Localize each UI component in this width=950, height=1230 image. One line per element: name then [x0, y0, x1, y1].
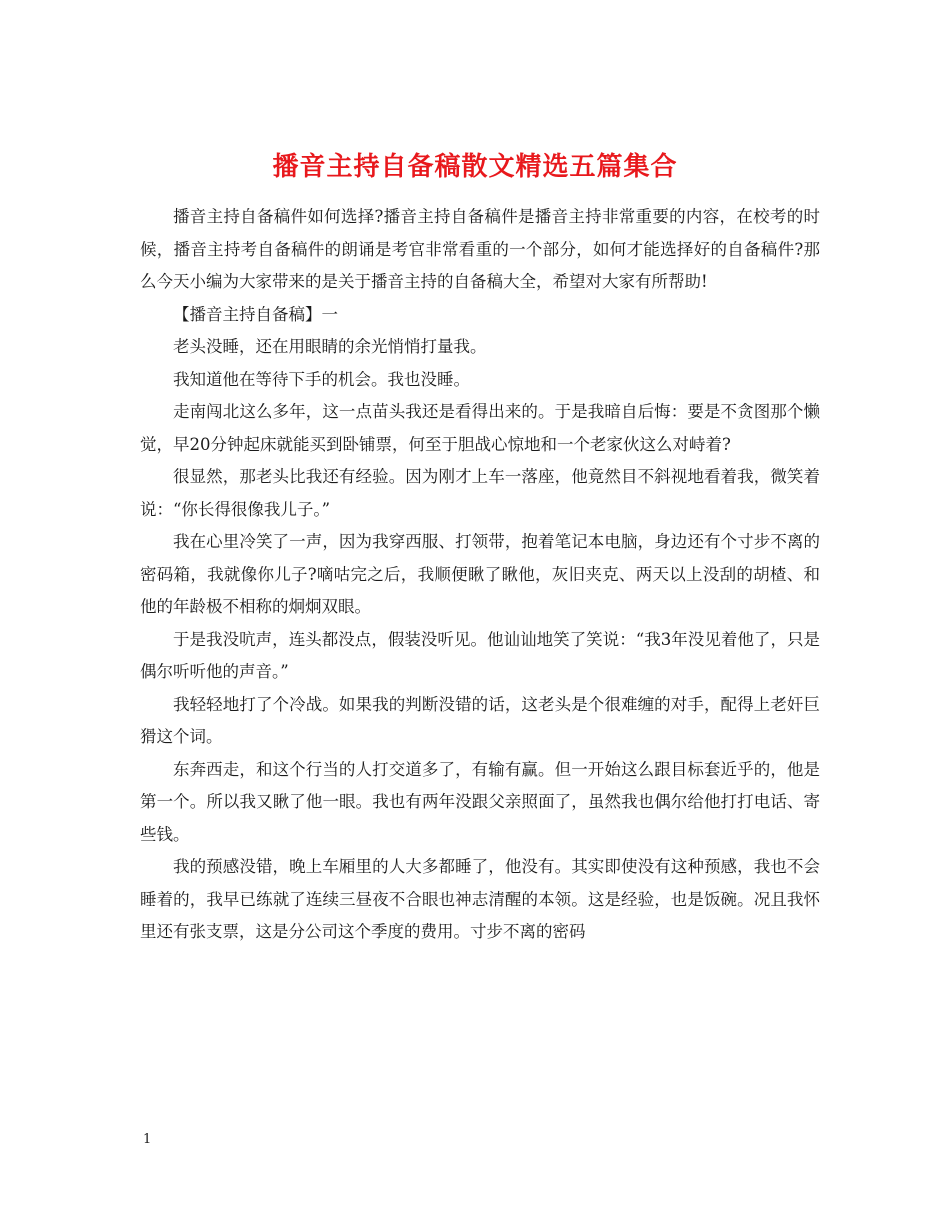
paragraph: 走南闯北这么多年，这一点苗头我还是看得出来的。于是我暗自后悔：要是不贪图那个懒觉，早20分钟起床就能买到卧铺票，何至于胆战心惊地和一个老家伙这么对峙着? — [140, 402, 820, 454]
paragraph: 很显然，那老头比我还有经验。因为刚才上车一落座，他竟然目不斜视地看着我，微笑着说：“你长得很像我儿子。” — [140, 467, 820, 519]
paragraph: 东奔西走，和这个行当的人打交道多了，有输有赢。但一开始这么跟目标套近乎的，他是第一个。所以我又瞅了他一眼。我也有两年没跟父亲照面了，虽然我也偶尔给他打打电话、寄些钱。 — [140, 759, 820, 844]
paragraph: 老头没睡，还在用眼睛的余光悄悄打量我。 — [173, 337, 487, 356]
section-heading: 【播音主持自备稿】一 — [173, 304, 338, 324]
paragraph: 于是我没吭声，连头都没点，假装没听见。他讪讪地笑了笑说：“我3年没见着他了，只是偶尔听听他的声音。” — [140, 629, 820, 681]
paragraph: 我的预感没错，晚上车厢里的人大多都睡了，他没有。其实即使没有这种预感，我也不会睡着的，我早已练就了连续三昼夜不合眼也神志清醒的本领。这是经验，也是饭碗。况且我怀里还有张支票，这是分公司这个季度的费用。寸步不离的密码 — [140, 857, 820, 941]
paragraph: 我在心里冷笑了一声，因为我穿西服、打领带，抱着笔记本电脑，身边还有个寸步不离的密码箱，我就像你儿子?嘀咕完之后，我顺便瞅了瞅他，灰旧夹克、两天以上没刮的胡楂、和他的年龄极不相称的炯炯双眼。 — [140, 532, 820, 616]
paragraph: 我知道他在等待下手的机会。我也没睡。 — [173, 369, 470, 389]
paragraph-intro: 播音主持自备稿件如何选择?播音主持自备稿件是播音主持非常重要的内容，在校考的时候，播音主持考自备稿件的朗诵是考官非常看重的一个部分，如何才能选择好的自备稿件?那么今天小编为大家带来的是关于播音主持的自备稿大全，希望对大家有所帮助! — [140, 207, 820, 291]
paragraph: 我轻轻地打了个冷战。如果我的判断没错的话，这老头是个很难缠的对手，配得上老奸巨猾这个词。 — [140, 694, 820, 746]
document-title: 播音主持自备稿散文精选五篇集合 — [272, 152, 678, 183]
page-number: 1 — [143, 1132, 152, 1147]
document-body — [140, 201, 820, 949]
